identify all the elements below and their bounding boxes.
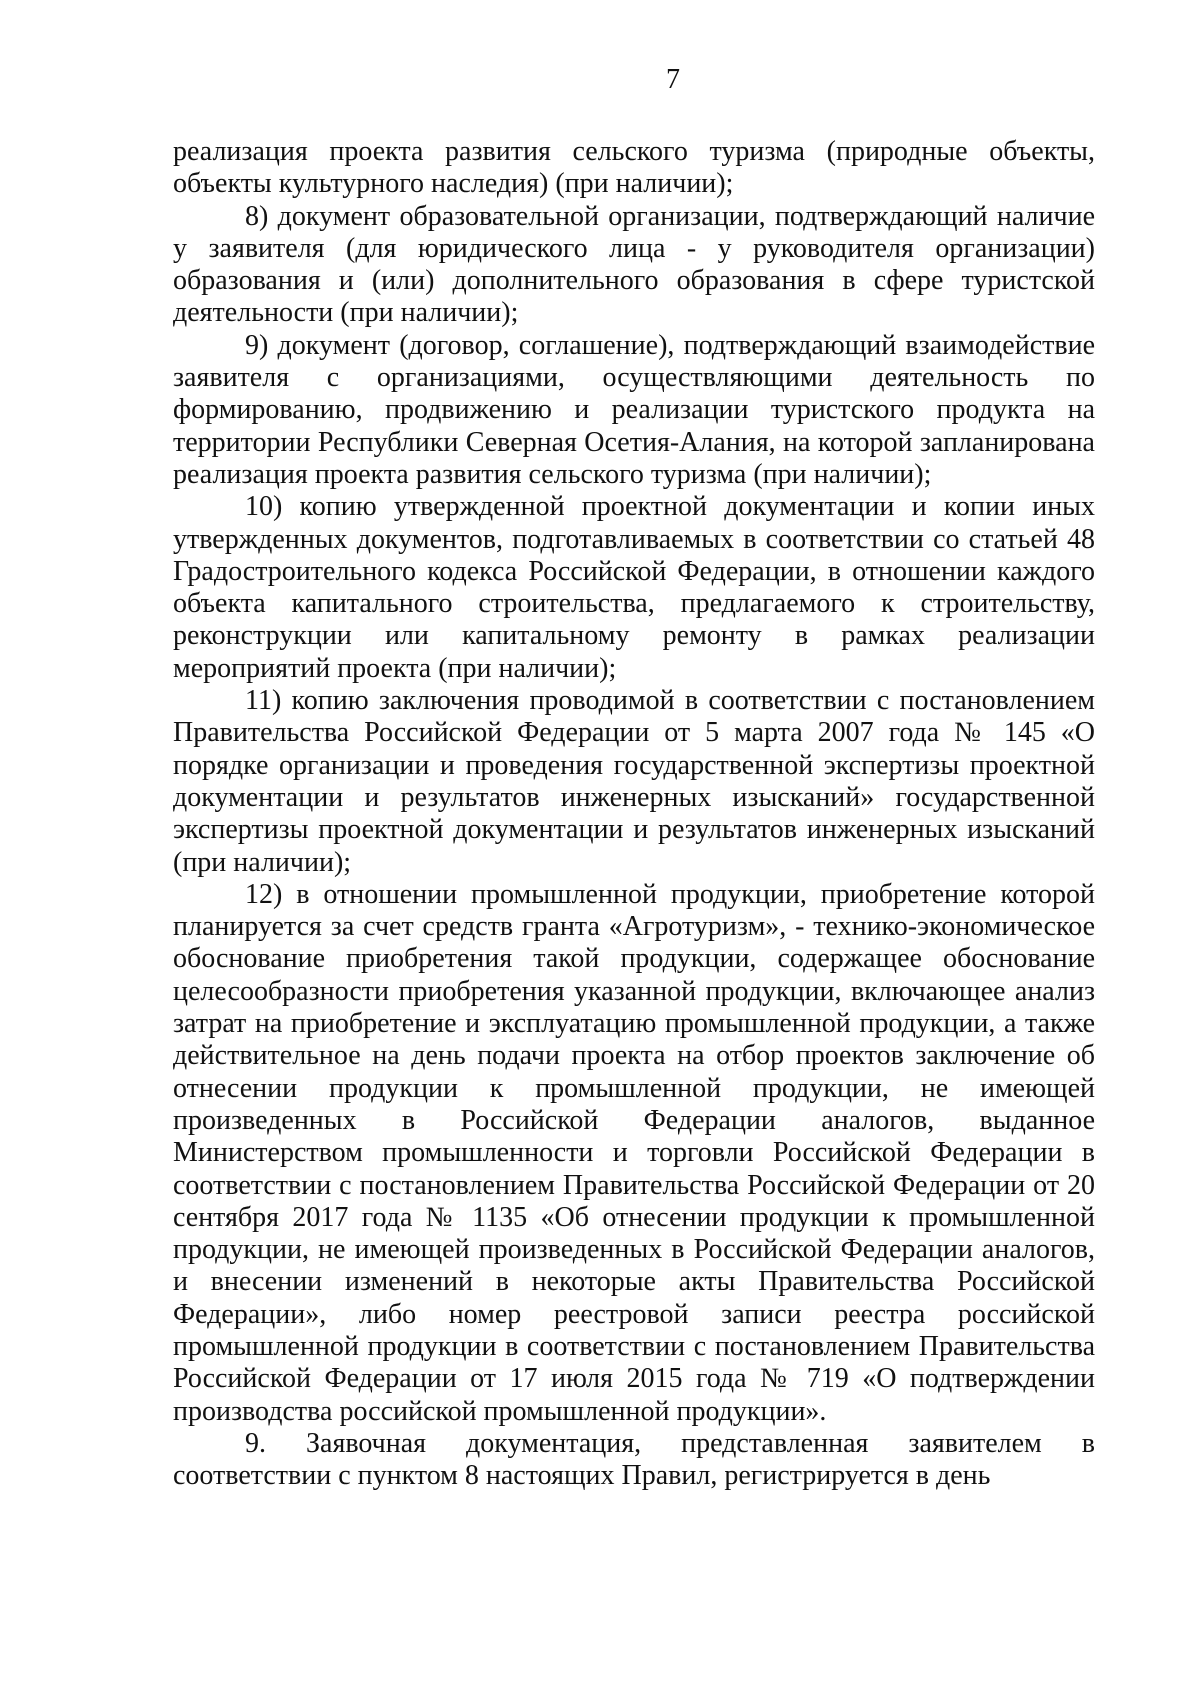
document-body <box>173 136 1095 1492</box>
paragraph-item-10: 10) копию утвержденной проектной документации и копии иных утвержденных документов, подготавливаемых в соответствии со статьей 48 Градостроительного кодекса Российской Федерации, в отношении каждого объекта капитального строительства, предлагаемого к строительству, реконструкции или капитальному ремонту в рамках реализации мероприятий проекта (при наличии); <box>173 491 1095 684</box>
paragraph-continuation: реализация проекта развития сельского туризма (природные объекты, объекты культурного наследия) (при наличии); <box>173 136 1095 200</box>
page-number: 7 <box>666 64 680 95</box>
paragraph-item-11: 11) копию заключения проводимой в соответствии с постановлением Правительства Российской Федерации от 5 марта 2007 года № 145 «О порядке организации и проведения государственной экспертизы проектной документации и результатов инженерных изысканий» государственной экспертизы проектной документации и результатов инженерных изысканий (при наличии); <box>173 685 1095 878</box>
paragraph-section-9: 9. Заявочная документация, представленная заявителем в соответствии с пунктом 8 настоящих Правил, регистрируется в день <box>173 1427 1095 1492</box>
paragraph-item-12: 12) в отношении промышленной продукции, приобретение которой планируется за счет средств гранта «Агротуризм», - технико-экономическое обоснование приобретения такой продукции, содержащее обоснование целесообразности приобретения указанной продукции, включающее анализ затрат на приобретение и эксплуатацию промышленной продукции, а также действительное на день подачи проекта на отбор проектов заключение об отнесении продукции к промышленной продукции, не имеющей произведенных в Российской Федерации аналогов, выданное Министерством промышленности и торговли Российской Федерации в соответствии с постановлением Правительства Российской Федерации от 20 сентября 2017 года № 1135 «Об отнесении продукции к промышленной продукции, не имеющей произведенных в Российской Федерации аналогов, и внесении изменений в некоторые акты Правительства Российской Федерации», либо номер реестровой записи реестра российской промышленной продукции в соответствии с постановлением Правительства Российской Федерации от 17 июля 2015 года № 719 «О подтверждении производства российской промышленной продукции». <box>173 878 1095 1427</box>
paragraph-item-9: 9) документ (договор, соглашение), подтверждающий взаимодействие заявителя с организациями, осуществляющими деятельность по формированию, продвижению и реализации туристского продукта на территории Республики Северная Осетия-Алания, на которой запланирована реализация проекта развития сельского туризма (при наличии); <box>173 329 1095 490</box>
paragraph-item-8: 8) документ образовательной организации, подтверждающий наличие у заявителя (для юридического лица - у руководителя организации) образования и (или) дополнительного образования в сфере туристской деятельности (при наличии); <box>173 200 1095 329</box>
